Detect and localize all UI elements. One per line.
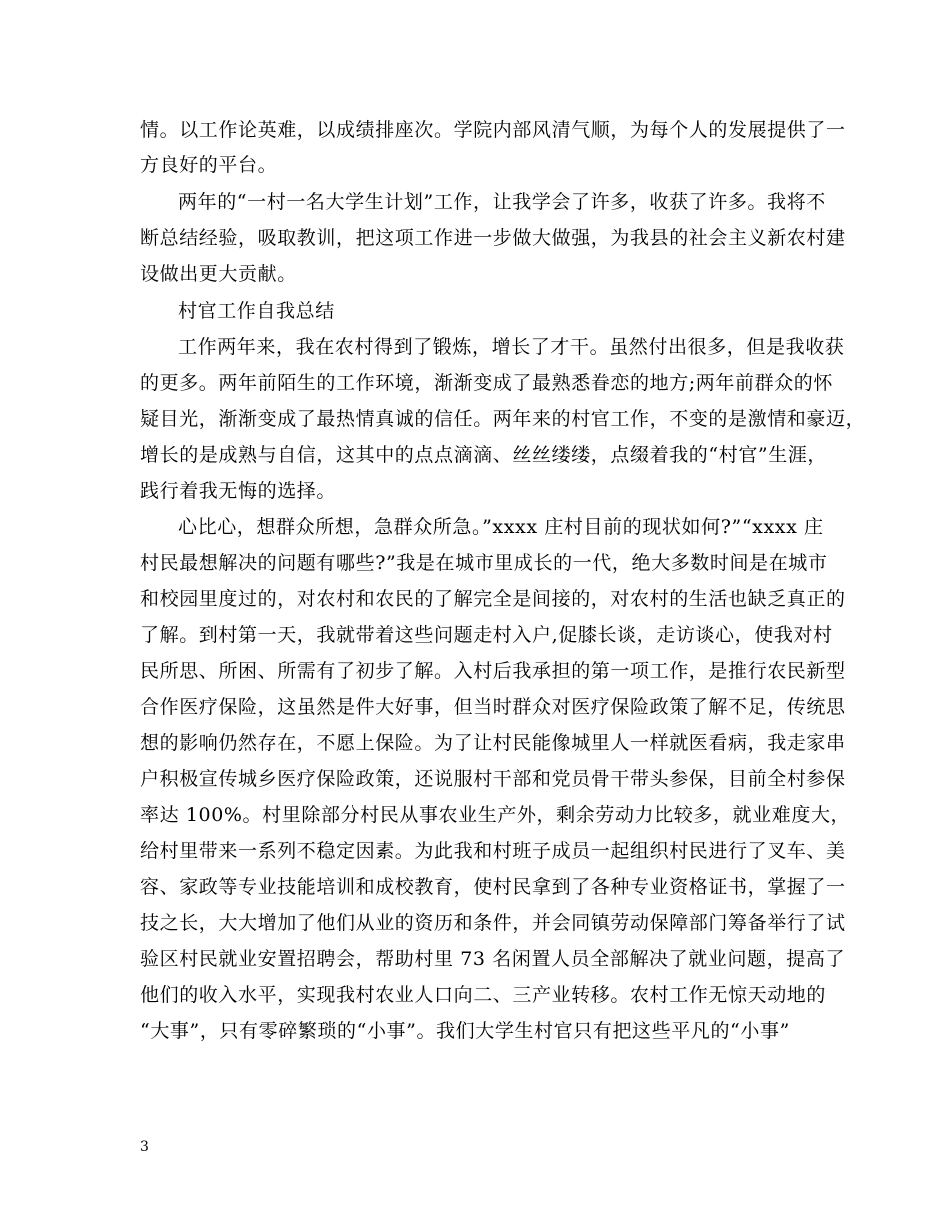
text-line: 断总结经验，吸取教训，把这项工作进一步做大做强，为我县的社会主义新农村建 (140, 227, 846, 249)
text-line: 给村里带来一系列不稳定因素。为此我和村班子成员一起组织村民进行了叉车、美 (140, 840, 846, 862)
text-line: 村民最想解决的问题有哪些?”我是在城市里成长的一代，绝大多数时间是在城市 (140, 552, 828, 574)
text-line: 合作医疗保险，这虽然是件大好事，但当时群众对医疗保险政策了解不足，传统思 (140, 696, 846, 718)
text-line: 方良好的平台。 (140, 154, 278, 176)
text-line: 心比心，想群众所想，急群众所急。”xxxx 庄村目前的现状如何?”“xxxx 庄 (178, 516, 824, 538)
text-line: “大事”，只有零碎繁琐的“小事”。我们大学生村官只有把这些平凡的“小事” (140, 1020, 790, 1042)
text-line: 验区村民就业安置招聘会，帮助村里 73 名闲置人员全部解决了就业问题，提高了 (140, 948, 846, 970)
text-line: 民所思、所困、所需有了初步了解。入村后我承担的第一项工作，是推行农民新型 (140, 660, 846, 682)
text-line: 想的影响仍然存在，不愿上保险。为了让村民能像城里人一样就医看病，我走家串 (140, 732, 846, 754)
text-line: 增长的是成熟与自信，这其中的点点滴滴、丝丝缕缕，点缀着我的“村官”生涯， (140, 444, 828, 466)
text-line: 和校园里度过的，对农村和农民的了解完全是间接的，对农村的生活也缺乏真正的 (140, 588, 846, 610)
text-line: 两年的“一村一名大学生计划”工作，让我学会了许多，收获了许多。我将不 (178, 191, 826, 213)
text-line: 了解。到村第一天，我就带着这些问题走村入户,促膝长谈，走访谈心，使我对村 (140, 624, 833, 646)
text-line: 的更多。两年前陌生的工作环境，渐渐变成了最熟悉眷恋的地方;两年前群众的怀 (140, 372, 834, 394)
text-line: 工作两年来，我在农村得到了锻炼，增长了才干。虽然付出很多，但是我收获 (178, 336, 845, 358)
page-number: 3 (140, 1139, 149, 1155)
section-heading: 村官工作自我总结 (178, 300, 335, 322)
text-line: 设做出更大贡献。 (140, 263, 297, 285)
text-line: 践行着我无悔的选择。 (140, 480, 337, 502)
text-line: 容、家政等专业技能培训和成校教育，使村民拿到了各种专业资格证书，掌握了一 (140, 876, 846, 898)
text-line: 户积极宣传城乡医疗保险政策，还说服村干部和党员骨干带头参保，目前全村参保 (140, 768, 846, 790)
text-line: 他们的收入水平，实现我村农业人口向二、三产业转移。农村工作无惊天动地的 (140, 984, 827, 1006)
text-line: 情。以工作论英难，以成绩排座次。学院内部风清气顺，为每个人的发展提供了一 (140, 119, 846, 141)
text-line: 技之长，大大增加了他们从业的资历和条件，并会同镇劳动保障部门筹备举行了试 (140, 912, 846, 934)
text-line: 率达 100%。村里除部分村民从事农业生产外，剩余劳动力比较多，就业难度大， (140, 804, 851, 826)
text-line: 疑目光，渐渐变成了最热情真诚的信任。两年来的村官工作，不变的是激情和豪迈， (140, 408, 866, 430)
